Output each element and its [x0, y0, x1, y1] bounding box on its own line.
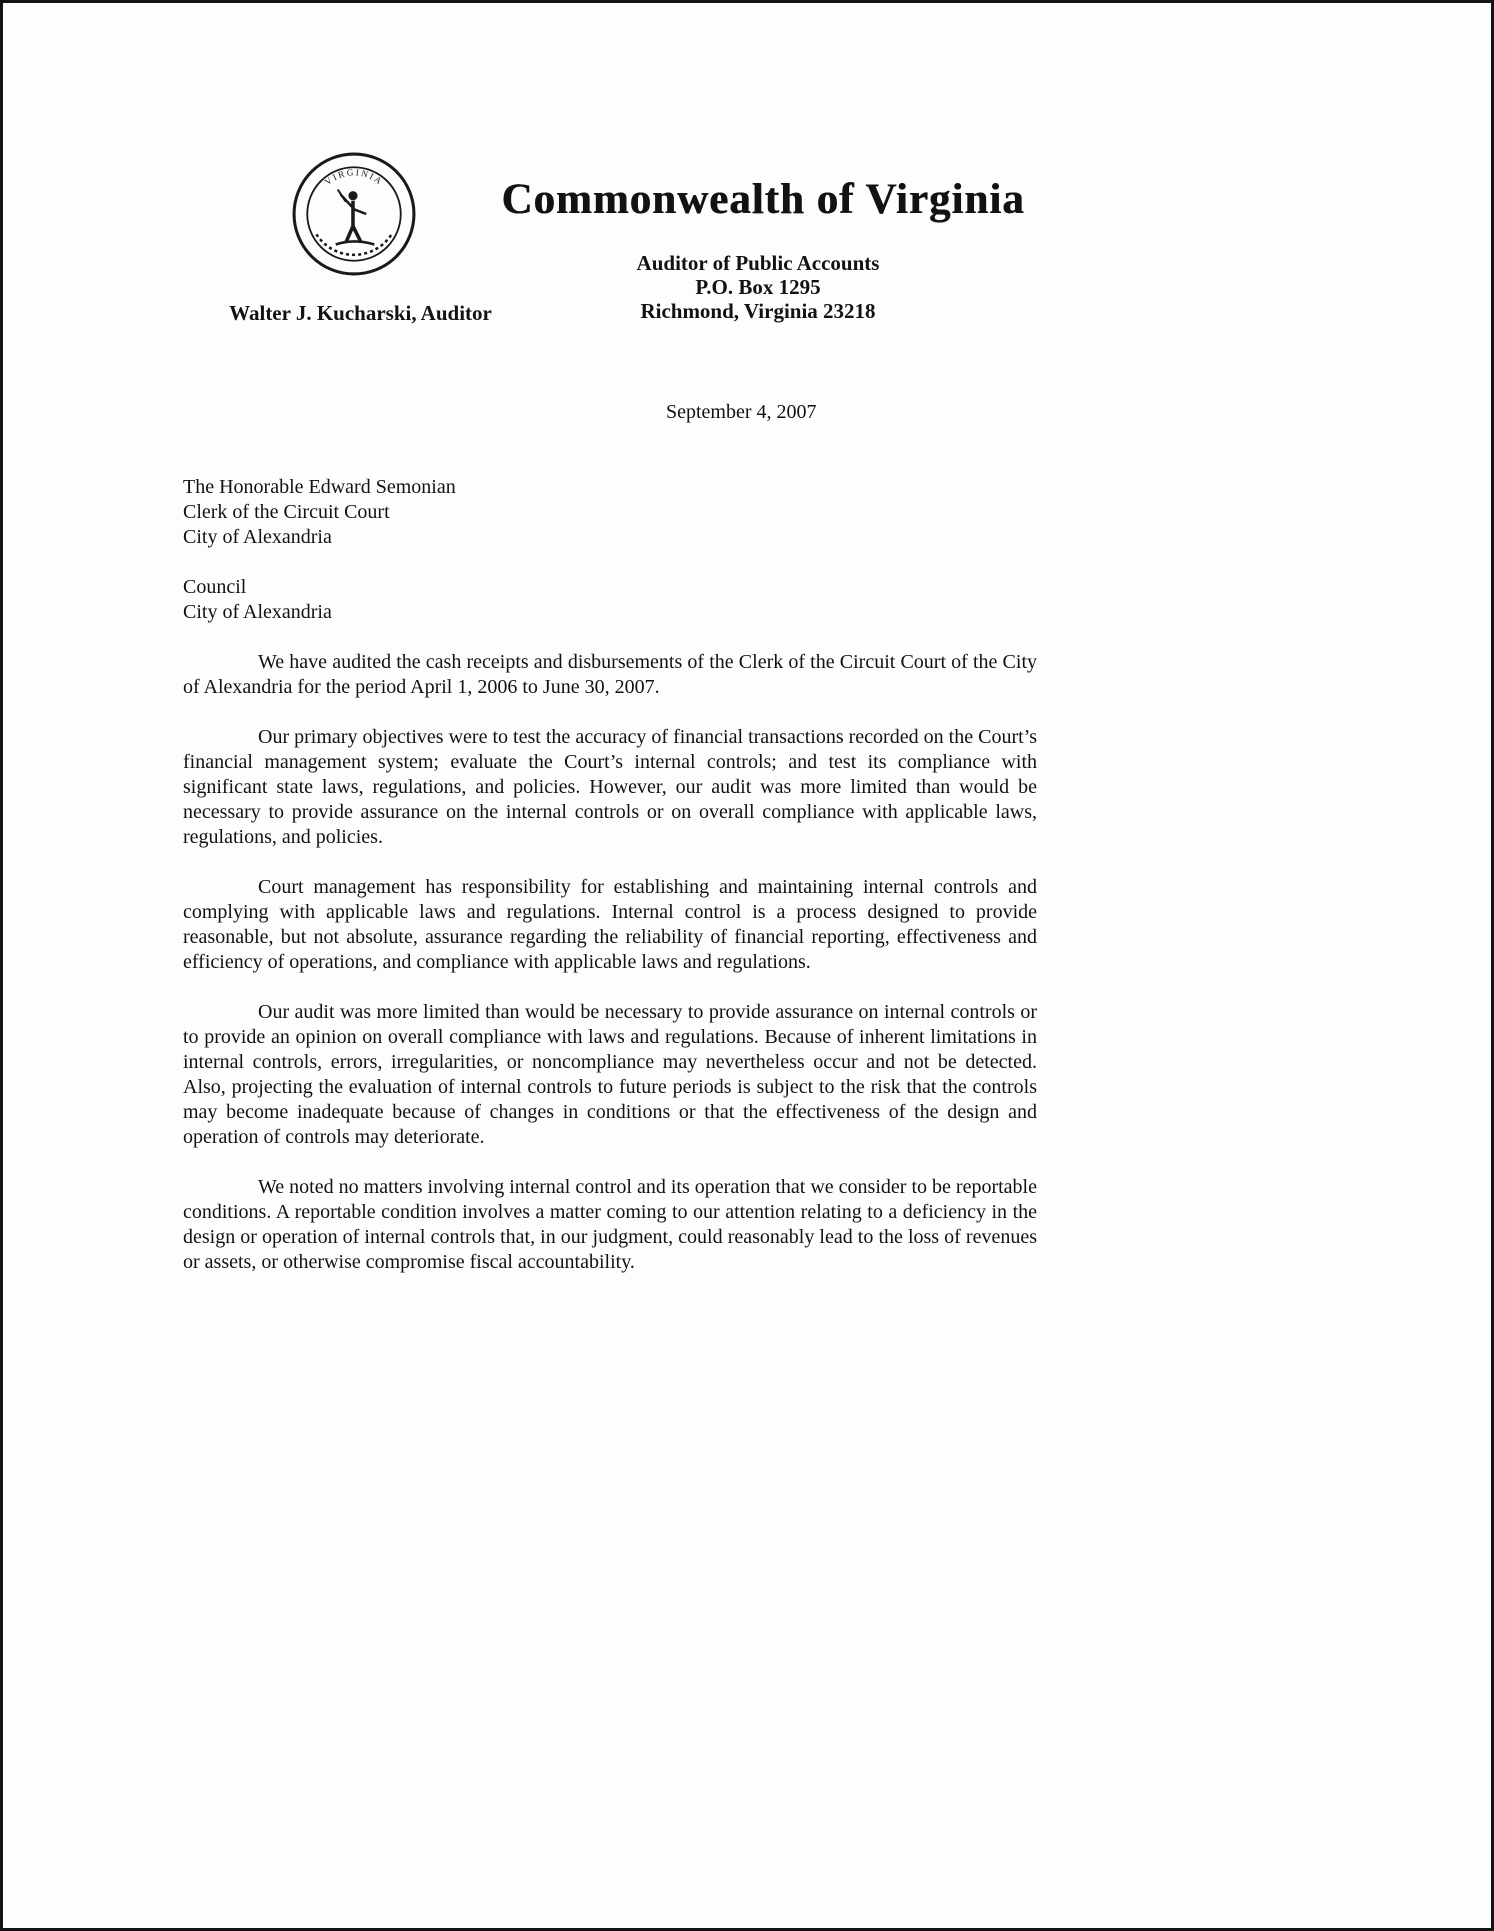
letterhead-city-state-zip: Richmond, Virginia 23218 [640, 299, 876, 323]
recipient-line: City of Alexandria [183, 526, 332, 548]
recipient-line: City of Alexandria [183, 601, 332, 623]
letterhead-title: Commonwealth of Virginia [501, 176, 1025, 223]
letter-body [183, 475, 1037, 1275]
recipient-line: Council [183, 576, 247, 598]
body-paragraph: Court management has responsibility for establishing and maintaining internal controls and complying with applicable laws and regulations. Internal control is a process designed to provide reasonable, but not absolute, assurance regarding the reliability of financial reporting, effectiveness and efficiency of operations, and compliance with applicable laws and regulations. [183, 876, 1037, 973]
body-paragraph: Our audit was more limited than would be necessary to provide assurance on internal controls or to provide an opinion on overall compliance with laws and regulations. Because of inherent limitations in internal controls, errors, irregularities, or noncompliance may nevertheless occur and not be detected. Also, projecting the evaluation of internal controls to future periods is subject to the risk that the controls may become inadequate because of changes in conditions or that the effectiveness of the design and operation of controls may deteriorate. [183, 1001, 1037, 1148]
svg-text:VIRGINIA: VIRGINIA [322, 167, 386, 188]
auditor-name: Walter J. Kucharski, Auditor [229, 301, 492, 325]
recipient-line: Clerk of the Circuit Court [183, 501, 390, 523]
letterhead-address-block [508, 251, 1008, 323]
letterhead-po-box: P.O. Box 1295 [695, 275, 821, 299]
body-paragraph: We noted no matters involving internal control and its operation that we consider to be reportable conditions. A reportable condition involves a matter coming to our attention relating to a deficiency in the design or operation of internal controls that, in our judgment, could reasonably lead to the loss of revenues or assets, or otherwise compromise fiscal accountability. [183, 1176, 1037, 1273]
recipient-block-secondary [183, 575, 1037, 625]
body-paragraph: We have audited the cash receipts and disbursements of the Clerk of the Circuit Court of the City of Alexandria for the period April 1, 2006 to June 30, 2007. [183, 651, 1037, 698]
recipient-block-primary [183, 475, 1037, 550]
letterhead-office: Auditor of Public Accounts [636, 251, 880, 275]
body-paragraph: Our primary objectives were to test the accuracy of financial transactions recorded on the Court’s financial management system; evaluate the Court’s internal controls; and test its compliance with significant state laws, regulations, and policies. However, our audit was more limited than would be necessary to provide assurance on the internal controls or on overall compliance with applicable laws, regulations, and policies. [183, 726, 1037, 848]
recipient-line: The Honorable Edward Semonian [183, 476, 456, 498]
letter-date: September 4, 2007 [666, 401, 817, 423]
virginia-state-seal-icon [291, 151, 417, 277]
